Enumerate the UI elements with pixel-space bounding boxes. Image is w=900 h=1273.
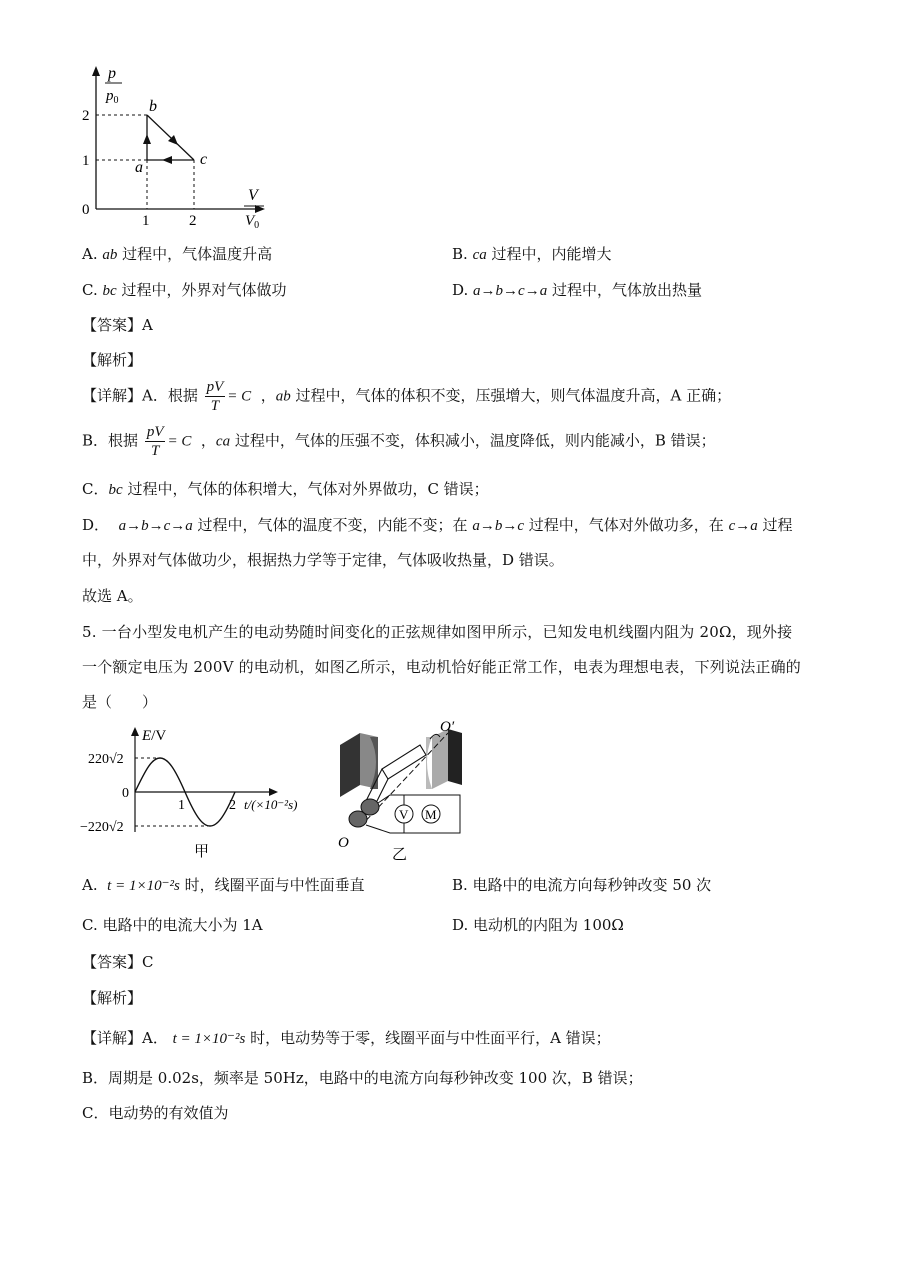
q4-option-b: B. ca 过程中，内能增大	[452, 245, 612, 263]
q4-detail-b: B．根据 $\frac{pV}{T}$ = C ，ca 过程中，气体的压强不变，体积减小，温度降低，则内能减小，B 错误；	[82, 424, 716, 459]
q4-formula-a: $\frac{pV}{T}$	[206, 379, 224, 414]
pv-tick-y2: 2	[82, 108, 90, 124]
generator-label-bottom: O	[338, 835, 349, 851]
q5-detail-c: C．电动势的有效值为	[82, 1104, 229, 1122]
sine-y-min: −220√2	[80, 820, 124, 835]
q5-stem-2: 一个额定电压为 200V 的电动机，如图乙所示，电动机恰好能正常工作，电表为理想电表，下列说法正确的	[82, 658, 802, 676]
sine-origin: 0	[122, 786, 129, 801]
q4-conclusion: 故选 A。	[82, 587, 143, 605]
q4-option-c: C. bc 过程中，外界对气体做功	[82, 281, 287, 299]
sine-y-label: E/V	[142, 728, 167, 744]
pv-tick-x2: 2	[189, 213, 197, 229]
pv-point-b: b	[149, 98, 157, 115]
pv-y-den: $p_0$	[106, 88, 119, 106]
q4-detail-a: 【详解】A．根据 $\frac{pV}{T}$ = C ，ab 过程中，气体的体积不变，压强增大，则气体温度升高，A 正确；	[82, 379, 732, 414]
sine-graph	[80, 722, 315, 862]
q4-detail-d: D． a→b→c→a 过程中，气体的温度不变，内能不变；在 a→b→c 过程中，气体对外做功多，在 c→a 过程	[82, 516, 793, 534]
q4-detail-d-cont: 中，外界对气体做功少，根据热力学等于定律，气体吸收热量，D 错误。	[82, 551, 564, 569]
q5-analysis-heading: 【解析】	[82, 989, 143, 1007]
q5-answer: 【答案】C	[82, 953, 154, 971]
generator-caption: 乙	[392, 847, 408, 863]
q4-answer: 【答案】A	[82, 316, 153, 334]
q5-detail-b: B．周期是 0.02s，频率是 50Hz，电路中的电流方向每秒钟改变 100 次，B 错误；	[82, 1069, 643, 1087]
q5-option-d: D. 电动机的内阻为 100Ω	[452, 916, 624, 934]
q5-stem-1: 5. 一台小型发电机产生的电动势随时间变化的正弦规律如图甲所示，已知发电机线圈内阻为 20Ω，现外接	[82, 623, 793, 641]
pv-x-num: V	[248, 187, 258, 204]
sine-tick-1: 1	[178, 798, 185, 813]
sine-caption: 甲	[194, 844, 210, 860]
sine-x-label: t/(×10⁻²s)	[244, 797, 298, 812]
generator-label-top: O′	[440, 719, 455, 735]
pv-origin: 0	[82, 202, 90, 218]
pv-point-c: c	[200, 151, 208, 168]
generator-meter-v: V	[399, 807, 409, 822]
q5-option-a: A. t = 1×10⁻²s 时，线圈平面与中性面垂直	[82, 876, 365, 894]
q4-formula-b: $\frac{pV}{T}$	[146, 424, 164, 459]
q4-detail-c: C．bc 过程中，气体的体积增大，气体对外界做功，C 错误；	[82, 480, 489, 498]
pv-point-a: a	[135, 159, 143, 176]
pv-x-den: $V_0$	[245, 213, 260, 231]
pv-y-num: p	[108, 65, 116, 82]
generator-meter-m: M	[425, 807, 437, 822]
pv-diagram	[80, 62, 280, 237]
sine-y-max: 220√2	[88, 752, 124, 767]
pv-tick-y1: 1	[82, 153, 90, 169]
pv-tick-x1: 1	[142, 213, 150, 229]
sine-tick-2: 2	[229, 798, 236, 813]
q4-option-a: A. ab 过程中，气体温度升高	[82, 245, 273, 263]
q5-stem-3: 是（ ）	[82, 693, 158, 711]
q5-option-c: C. 电路中的电流大小为 1A	[82, 916, 263, 934]
q5-detail-a: 【详解】A． t = 1×10⁻²s 时，电动势等于零，线圈平面与中性面平行，A 错误；	[82, 1029, 611, 1047]
q4-option-d: D. a→b→c→a 过程中，气体放出热量	[452, 281, 703, 299]
q5-option-b: B. 电路中的电流方向每秒钟改变 50 次	[452, 876, 712, 894]
generator-diagram	[330, 715, 480, 865]
q4-analysis-heading: 【解析】	[82, 351, 143, 369]
